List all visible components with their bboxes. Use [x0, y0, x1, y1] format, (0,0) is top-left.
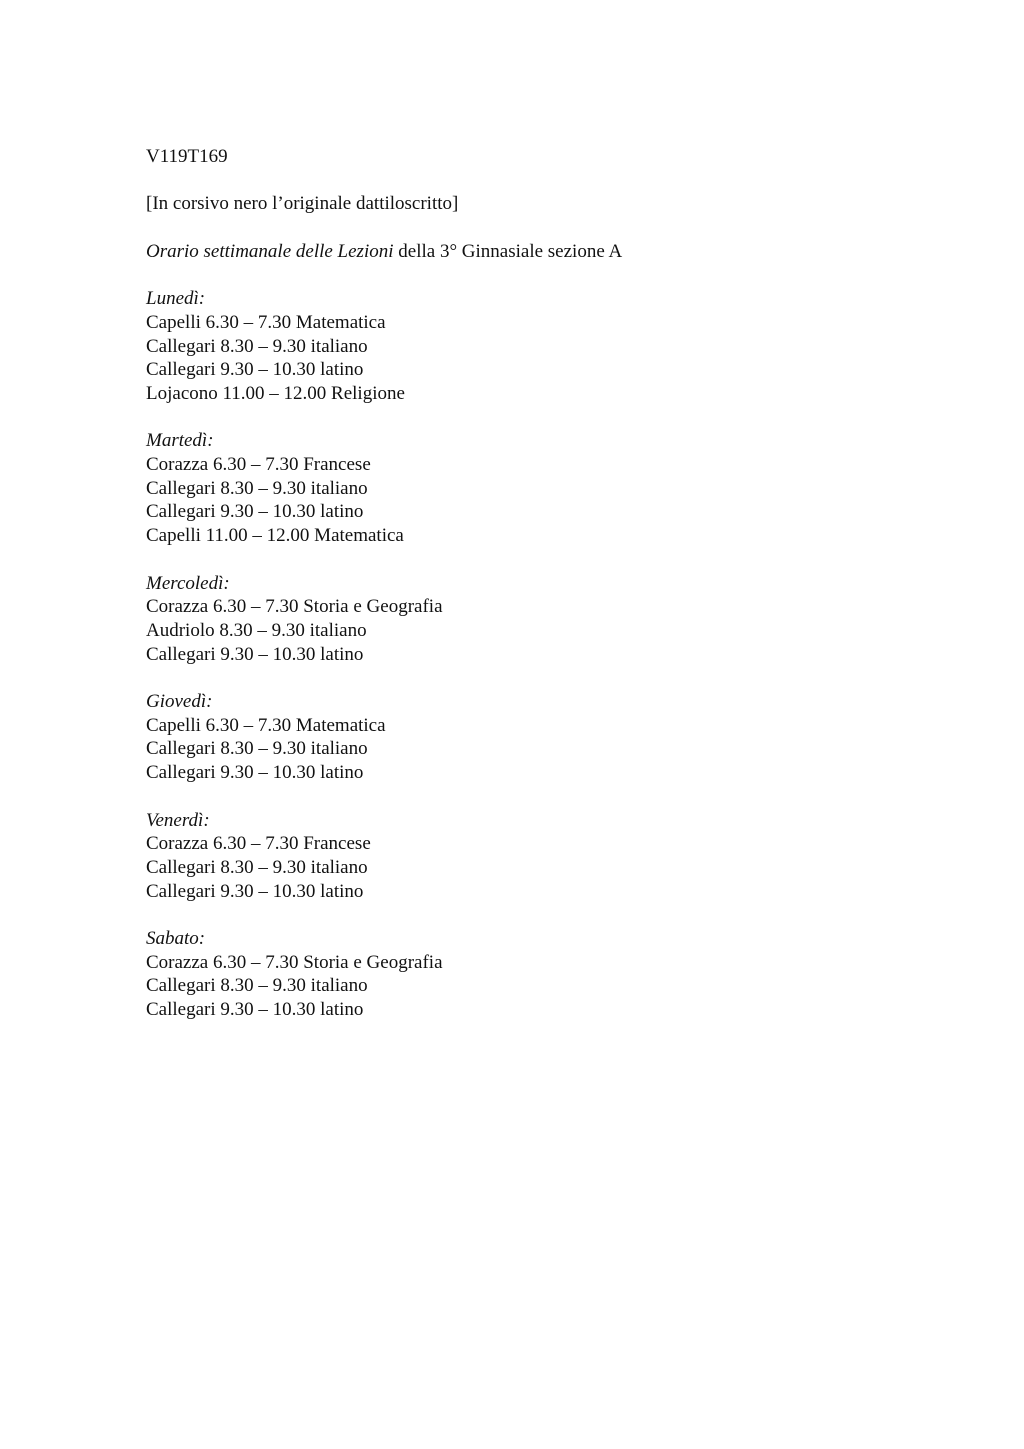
- document-code: V119T169: [146, 146, 228, 167]
- lesson-entry: Corazza 6.30 – 7.30 Storia e Geografia: [146, 596, 443, 618]
- lesson-entry: Callegari 8.30 – 9.30 italiano: [146, 477, 368, 499]
- editorial-note: [In corsivo nero l’originale dattiloscritto]: [146, 193, 459, 215]
- spacer: [146, 548, 926, 572]
- lesson-entry: Corazza 6.30 – 7.30 Francese: [146, 454, 371, 476]
- day-block-giovedi: [146, 690, 926, 785]
- day-block-venerdi: [146, 809, 926, 904]
- lesson-entry: Capelli 11.00 – 12.00 Matematica: [146, 525, 404, 547]
- spacer: [146, 169, 926, 193]
- day-heading: Lunedì:: [146, 288, 206, 310]
- lesson-entry: Lojacono 11.00 – 12.00 Religione: [146, 382, 405, 404]
- day-heading: Venerdì:: [146, 809, 210, 831]
- spacer: [146, 903, 926, 927]
- day-block-martedi: [146, 429, 926, 548]
- schedule-title-rest: della 3° Ginnasiale sezione A: [393, 240, 623, 262]
- lesson-entry: Capelli 6.30 – 7.30 Matematica: [146, 311, 386, 333]
- schedule-title-italic: Orario settimanale delle Lezioni: [146, 240, 394, 262]
- lesson-entry: Callegari 8.30 – 9.30 italiano: [146, 738, 368, 760]
- lesson-entry: Callegari 8.30 – 9.30 italiano: [146, 856, 368, 878]
- spacer: [146, 785, 926, 809]
- lesson-entry: Corazza 6.30 – 7.30 Francese: [146, 833, 371, 855]
- lesson-entry: Callegari 9.30 – 10.30 latino: [146, 501, 364, 523]
- document-page: [146, 145, 926, 1022]
- day-heading: Sabato:: [146, 928, 206, 950]
- lesson-entry: Audriolo 8.30 – 9.30 italiano: [146, 619, 367, 641]
- lesson-entry: Callegari 9.30 – 10.30 latino: [146, 762, 364, 784]
- schedule-title: [146, 240, 926, 264]
- lesson-entry: Callegari 9.30 – 10.30 latino: [146, 643, 364, 665]
- day-block-sabato: [146, 927, 926, 1022]
- spacer: [146, 666, 926, 690]
- lesson-entry: Callegari 9.30 – 10.30 latino: [146, 359, 364, 381]
- lesson-entry: Capelli 6.30 – 7.30 Matematica: [146, 714, 386, 736]
- spacer: [146, 216, 926, 240]
- lesson-entry: Corazza 6.30 – 7.30 Storia e Geografia: [146, 951, 443, 973]
- spacer: [146, 263, 926, 287]
- day-block-lunedi: [146, 287, 926, 406]
- spacer: [146, 406, 926, 430]
- day-heading: Giovedì:: [146, 691, 213, 713]
- lesson-entry: Callegari 8.30 – 9.30 italiano: [146, 975, 368, 997]
- lesson-entry: Callegari 8.30 – 9.30 italiano: [146, 335, 368, 357]
- day-heading: Martedì:: [146, 430, 214, 452]
- lesson-entry: Callegari 9.30 – 10.30 latino: [146, 999, 364, 1021]
- lesson-entry: Callegari 9.30 – 10.30 latino: [146, 880, 364, 902]
- day-block-mercoledi: [146, 572, 926, 667]
- day-heading: Mercoledì:: [146, 572, 230, 594]
